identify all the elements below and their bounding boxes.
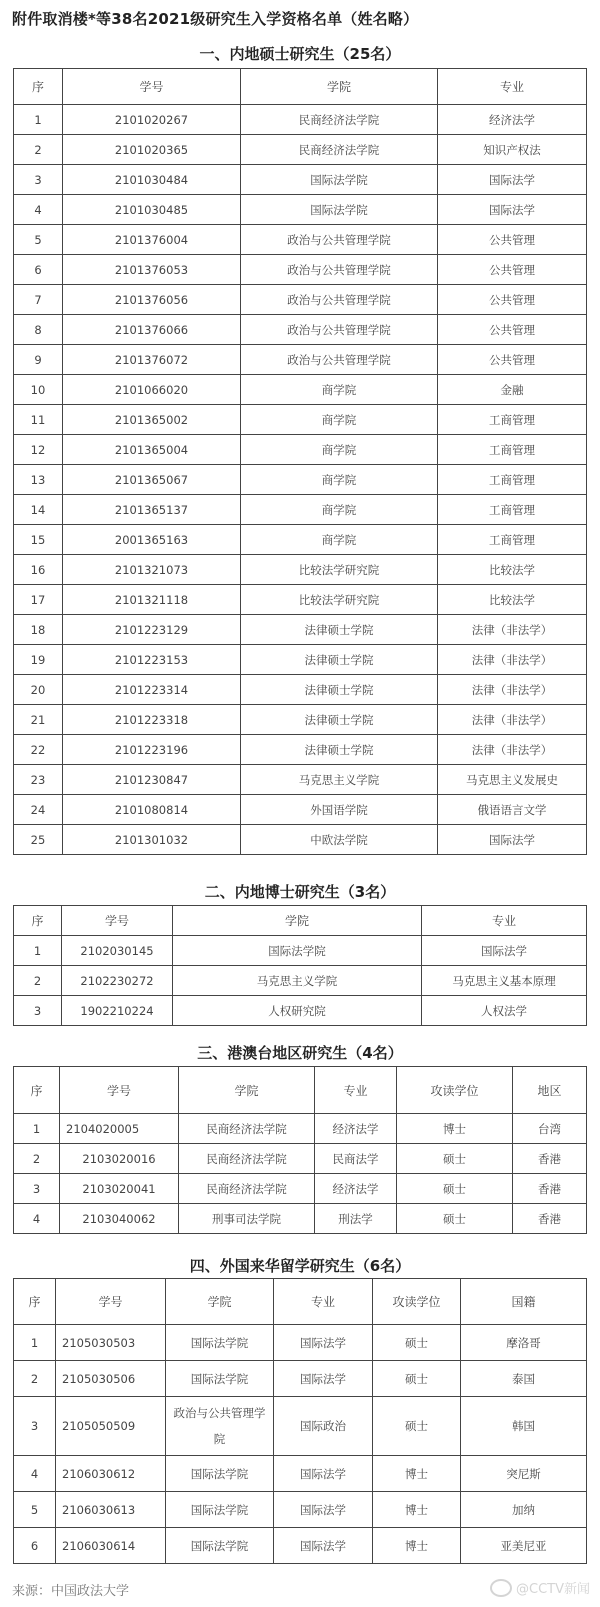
table-cell: 商学院 (241, 525, 438, 555)
table-cell: 硕士 (397, 1144, 513, 1174)
table-cell: 刑事司法学院 (179, 1204, 315, 1234)
table-cell: 公共管理 (438, 255, 587, 285)
table-cell: 9 (14, 345, 63, 375)
table-row (14, 195, 587, 225)
section-title-masters: 一、内地硕士研究生（25名） (199, 45, 401, 63)
table-cell: 商学院 (241, 465, 438, 495)
table-cell: 2101365002 (63, 405, 241, 435)
column-header: 国籍 (461, 1279, 587, 1325)
table-cell: 2102030145 (62, 936, 173, 966)
table-row (14, 1492, 587, 1528)
table-cell: 硕士 (373, 1361, 461, 1397)
table-cell: 2101365004 (63, 435, 241, 465)
section-title-doctoral: 二、内地博士研究生（3名） (204, 883, 396, 901)
table-cell: 2106030612 (56, 1456, 166, 1492)
table-cell: 18 (14, 615, 63, 645)
table-cell: 1 (14, 1114, 60, 1144)
table-cell: 5 (14, 1492, 56, 1528)
table-cell: 硕士 (397, 1174, 513, 1204)
table-row (14, 996, 587, 1026)
column-header: 序 (14, 1067, 60, 1114)
column-header: 学号 (56, 1279, 166, 1325)
watermark (490, 1578, 590, 1597)
table-cell: 国际法学 (438, 825, 587, 855)
table-cell: 法律硕士学院 (241, 675, 438, 705)
table-cell: 3 (14, 1397, 56, 1456)
table-cell: 刑法学 (315, 1204, 397, 1234)
column-header: 序 (14, 69, 63, 105)
column-header: 地区 (513, 1067, 587, 1114)
table-cell: 20 (14, 675, 63, 705)
table-cell: 公共管理 (438, 225, 587, 255)
table-cell: 泰国 (461, 1361, 587, 1397)
table-row (14, 645, 587, 675)
table-cell: 亚美尼亚 (461, 1528, 587, 1564)
table-cell: 1902210224 (62, 996, 173, 1026)
table-cell: 工商管理 (438, 465, 587, 495)
column-header: 学院 (166, 1279, 274, 1325)
table-cell: 政治与公共管理学院 (241, 315, 438, 345)
table-cell: 政治与公共管理学院 (166, 1397, 274, 1456)
table-cell: 政治与公共管理学院 (241, 255, 438, 285)
table-hmt (13, 1066, 587, 1234)
column-header: 专业 (274, 1279, 373, 1325)
table-cell: 国际法学院 (166, 1492, 274, 1528)
table-international (13, 1278, 587, 1564)
table-cell: 比较法学 (438, 555, 587, 585)
table-cell: 马克思主义基本原理 (422, 966, 587, 996)
table-cell: 法律（非法学） (438, 645, 587, 675)
table-cell: 2101080814 (63, 795, 241, 825)
table-cell: 17 (14, 585, 63, 615)
table-cell: 马克思主义学院 (173, 966, 422, 996)
table-cell: 2101301032 (63, 825, 241, 855)
table-cell: 6 (14, 255, 63, 285)
table-cell: 公共管理 (438, 345, 587, 375)
table-row (14, 735, 587, 765)
table-row (14, 555, 587, 585)
table-cell: 比较法学 (438, 585, 587, 615)
table-cell: 国际法学院 (166, 1456, 274, 1492)
column-header: 专业 (315, 1067, 397, 1114)
table-cell: 2101321118 (63, 585, 241, 615)
table-header-row (14, 69, 587, 105)
table-cell: 6 (14, 1528, 56, 1564)
column-header: 学号 (63, 69, 241, 105)
table-cell: 2101030484 (63, 165, 241, 195)
table-cell: 政治与公共管理学院 (241, 225, 438, 255)
table-row (14, 495, 587, 525)
table-cell: 2101321073 (63, 555, 241, 585)
table-cell: 2101223129 (63, 615, 241, 645)
table-cell: 11 (14, 405, 63, 435)
table-cell: 2101030485 (63, 195, 241, 225)
table-cell: 2103020041 (60, 1174, 179, 1204)
table-row (14, 255, 587, 285)
table-cell: 24 (14, 795, 63, 825)
table-cell: 3 (14, 165, 63, 195)
table-cell: 国际法学 (438, 165, 587, 195)
table-cell: 5 (14, 225, 63, 255)
table-cell: 2106030614 (56, 1528, 166, 1564)
column-header: 学号 (60, 1067, 179, 1114)
section-title-international: 四、外国来华留学研究生（6名） (189, 1257, 411, 1275)
table-cell: 国际法学院 (166, 1361, 274, 1397)
table-row (14, 135, 587, 165)
table-cell: 台湾 (513, 1114, 587, 1144)
table-cell: 2101376066 (63, 315, 241, 345)
table-cell: 14 (14, 495, 63, 525)
table-cell: 4 (14, 1204, 60, 1234)
table-cell: 法律硕士学院 (241, 615, 438, 645)
table-cell: 23 (14, 765, 63, 795)
source-note: 来源：中国政法大学 (12, 1584, 130, 1599)
table-cell: 经济法学 (438, 105, 587, 135)
table-cell: 硕士 (373, 1397, 461, 1456)
table-row (14, 615, 587, 645)
table-cell: 政治与公共管理学院 (241, 285, 438, 315)
column-header: 学院 (173, 906, 422, 936)
table-cell: 2101365067 (63, 465, 241, 495)
table-cell: 7 (14, 285, 63, 315)
table-row (14, 105, 587, 135)
table-cell: 法律（非法学） (438, 615, 587, 645)
table-cell: 2 (14, 966, 62, 996)
table-cell: 法律硕士学院 (241, 735, 438, 765)
table-cell: 2101230847 (63, 765, 241, 795)
table-header-row (14, 1279, 587, 1325)
table-cell: 1 (14, 936, 62, 966)
table-cell: 3 (14, 996, 62, 1026)
table-cell: 俄语语言文学 (438, 795, 587, 825)
table-cell: 公共管理 (438, 315, 587, 345)
table-row (14, 1361, 587, 1397)
table-row (14, 315, 587, 345)
table-cell: 博士 (373, 1456, 461, 1492)
table-cell: 2105050509 (56, 1397, 166, 1456)
table-cell: 2103020016 (60, 1144, 179, 1174)
table-cell: 2101223318 (63, 705, 241, 735)
table-row (14, 585, 587, 615)
table-cell: 4 (14, 1456, 56, 1492)
table-row (14, 1144, 587, 1174)
table-cell: 国际法学 (274, 1492, 373, 1528)
table-row (14, 1114, 587, 1144)
table-row (14, 795, 587, 825)
table-cell: 25 (14, 825, 63, 855)
table-cell: 硕士 (373, 1325, 461, 1361)
table-cell: 2106030613 (56, 1492, 166, 1528)
table-cell: 民商法学 (315, 1144, 397, 1174)
table-cell: 19 (14, 645, 63, 675)
table-cell: 2105030503 (56, 1325, 166, 1361)
table-row (14, 1325, 587, 1361)
table-cell: 商学院 (241, 435, 438, 465)
table-cell: 人权研究院 (173, 996, 422, 1026)
column-header: 序 (14, 1279, 56, 1325)
table-row (14, 165, 587, 195)
table-cell: 2101020365 (63, 135, 241, 165)
section-title-hmt: 三、港澳台地区研究生（4名） (197, 1044, 403, 1062)
table-cell: 博士 (373, 1492, 461, 1528)
table-cell: 2 (14, 1361, 56, 1397)
table-cell: 2101020267 (63, 105, 241, 135)
table-cell: 香港 (513, 1174, 587, 1204)
table-header-row (14, 906, 587, 936)
table-cell: 国际法学院 (166, 1325, 274, 1361)
table-cell: 2102230272 (62, 966, 173, 996)
table-row (14, 1456, 587, 1492)
table-row (14, 1204, 587, 1234)
table-row (14, 405, 587, 435)
table-cell: 2101376004 (63, 225, 241, 255)
table-cell: 政治与公共管理学院 (241, 345, 438, 375)
table-cell: 知识产权法 (438, 135, 587, 165)
table-masters (13, 68, 587, 855)
table-cell: 韩国 (461, 1397, 587, 1456)
watermark-text: @CCTV新闻 (516, 1582, 590, 1597)
table-cell: 法律硕士学院 (241, 645, 438, 675)
table-cell: 10 (14, 375, 63, 405)
table-cell: 22 (14, 735, 63, 765)
table-row (14, 1528, 587, 1564)
table-cell: 工商管理 (438, 405, 587, 435)
table-cell: 2101223153 (63, 645, 241, 675)
table-cell: 民商经济法学院 (241, 135, 438, 165)
table-cell: 工商管理 (438, 495, 587, 525)
table-cell: 15 (14, 525, 63, 555)
table-cell: 马克思主义学院 (241, 765, 438, 795)
table-row (14, 825, 587, 855)
table-cell: 工商管理 (438, 525, 587, 555)
table-cell: 国际法学 (274, 1456, 373, 1492)
table-cell: 3 (14, 1174, 60, 1204)
table-row (14, 1397, 587, 1456)
table-cell: 国际法学 (438, 195, 587, 225)
table-cell: 13 (14, 465, 63, 495)
table-cell: 中欧法学院 (241, 825, 438, 855)
column-header: 攻读学位 (373, 1279, 461, 1325)
table-cell: 国际法学 (274, 1361, 373, 1397)
table-cell: 民商经济法学院 (241, 105, 438, 135)
table-cell: 国际法学 (274, 1528, 373, 1564)
table-cell: 8 (14, 315, 63, 345)
table-cell: 国际法学院 (241, 195, 438, 225)
table-cell: 法律（非法学） (438, 675, 587, 705)
table-cell: 马克思主义发展史 (438, 765, 587, 795)
table-cell: 2101223196 (63, 735, 241, 765)
table-cell: 公共管理 (438, 285, 587, 315)
table-cell: 4 (14, 195, 63, 225)
table-cell: 2101365137 (63, 495, 241, 525)
column-header: 专业 (422, 906, 587, 936)
column-header: 学号 (62, 906, 173, 936)
table-cell: 12 (14, 435, 63, 465)
table-cell: 经济法学 (315, 1114, 397, 1144)
table-row (14, 936, 587, 966)
table-row (14, 765, 587, 795)
table-cell: 民商经济法学院 (179, 1144, 315, 1174)
table-cell: 2101066020 (63, 375, 241, 405)
table-row (14, 1174, 587, 1204)
table-cell: 国际法学 (274, 1325, 373, 1361)
column-header: 专业 (438, 69, 587, 105)
table-cell: 国际法学院 (166, 1528, 274, 1564)
table-cell: 法律（非法学） (438, 735, 587, 765)
table-row (14, 465, 587, 495)
table-cell: 加纳 (461, 1492, 587, 1528)
table-cell: 金融 (438, 375, 587, 405)
table-cell: 突尼斯 (461, 1456, 587, 1492)
table-cell: 法律硕士学院 (241, 705, 438, 735)
table-cell: 工商管理 (438, 435, 587, 465)
table-cell: 商学院 (241, 375, 438, 405)
table-row (14, 375, 587, 405)
table-cell: 比较法学研究院 (241, 555, 438, 585)
table-cell: 21 (14, 705, 63, 735)
table-cell: 香港 (513, 1204, 587, 1234)
table-cell: 2101376053 (63, 255, 241, 285)
table-cell: 国际法学院 (173, 936, 422, 966)
table-cell: 1 (14, 1325, 56, 1361)
table-cell: 民商经济法学院 (179, 1114, 315, 1144)
table-cell: 国际法学院 (241, 165, 438, 195)
table-cell: 法律（非法学） (438, 705, 587, 735)
table-cell: 商学院 (241, 495, 438, 525)
table-cell: 经济法学 (315, 1174, 397, 1204)
column-header: 攻读学位 (397, 1067, 513, 1114)
table-cell: 人权法学 (422, 996, 587, 1026)
table-doctoral (13, 905, 587, 1026)
table-cell: 民商经济法学院 (179, 1174, 315, 1204)
table-cell: 比较法学研究院 (241, 585, 438, 615)
table-row (14, 225, 587, 255)
table-cell: 外国语学院 (241, 795, 438, 825)
table-cell: 2103040062 (60, 1204, 179, 1234)
table-row (14, 345, 587, 375)
table-cell: 香港 (513, 1144, 587, 1174)
table-cell: 1 (14, 105, 63, 135)
table-cell: 2105030506 (56, 1361, 166, 1397)
table-cell: 硕士 (397, 1204, 513, 1234)
column-header: 序 (14, 906, 62, 936)
table-header-row (14, 1067, 587, 1114)
table-row (14, 675, 587, 705)
table-cell: 博士 (397, 1114, 513, 1144)
table-row (14, 525, 587, 555)
table-cell: 国际法学 (422, 936, 587, 966)
table-cell: 2 (14, 1144, 60, 1174)
column-header: 学院 (241, 69, 438, 105)
table-cell: 16 (14, 555, 63, 585)
table-row (14, 966, 587, 996)
table-cell: 商学院 (241, 405, 438, 435)
table-cell: 2001365163 (63, 525, 241, 555)
document-title: 附件取消楼*等38名2021级研究生入学资格名单（姓名略） (12, 10, 419, 28)
table-cell: 2101223314 (63, 675, 241, 705)
column-header: 学院 (179, 1067, 315, 1114)
table-row (14, 705, 587, 735)
table-cell: 2101376056 (63, 285, 241, 315)
table-row (14, 435, 587, 465)
weibo-icon (490, 1579, 512, 1597)
table-cell: 博士 (373, 1528, 461, 1564)
table-cell: 2 (14, 135, 63, 165)
table-cell: 2104020005 (60, 1114, 179, 1144)
table-cell: 摩洛哥 (461, 1325, 587, 1361)
table-row (14, 285, 587, 315)
table-cell: 国际政治 (274, 1397, 373, 1456)
table-cell: 2101376072 (63, 345, 241, 375)
